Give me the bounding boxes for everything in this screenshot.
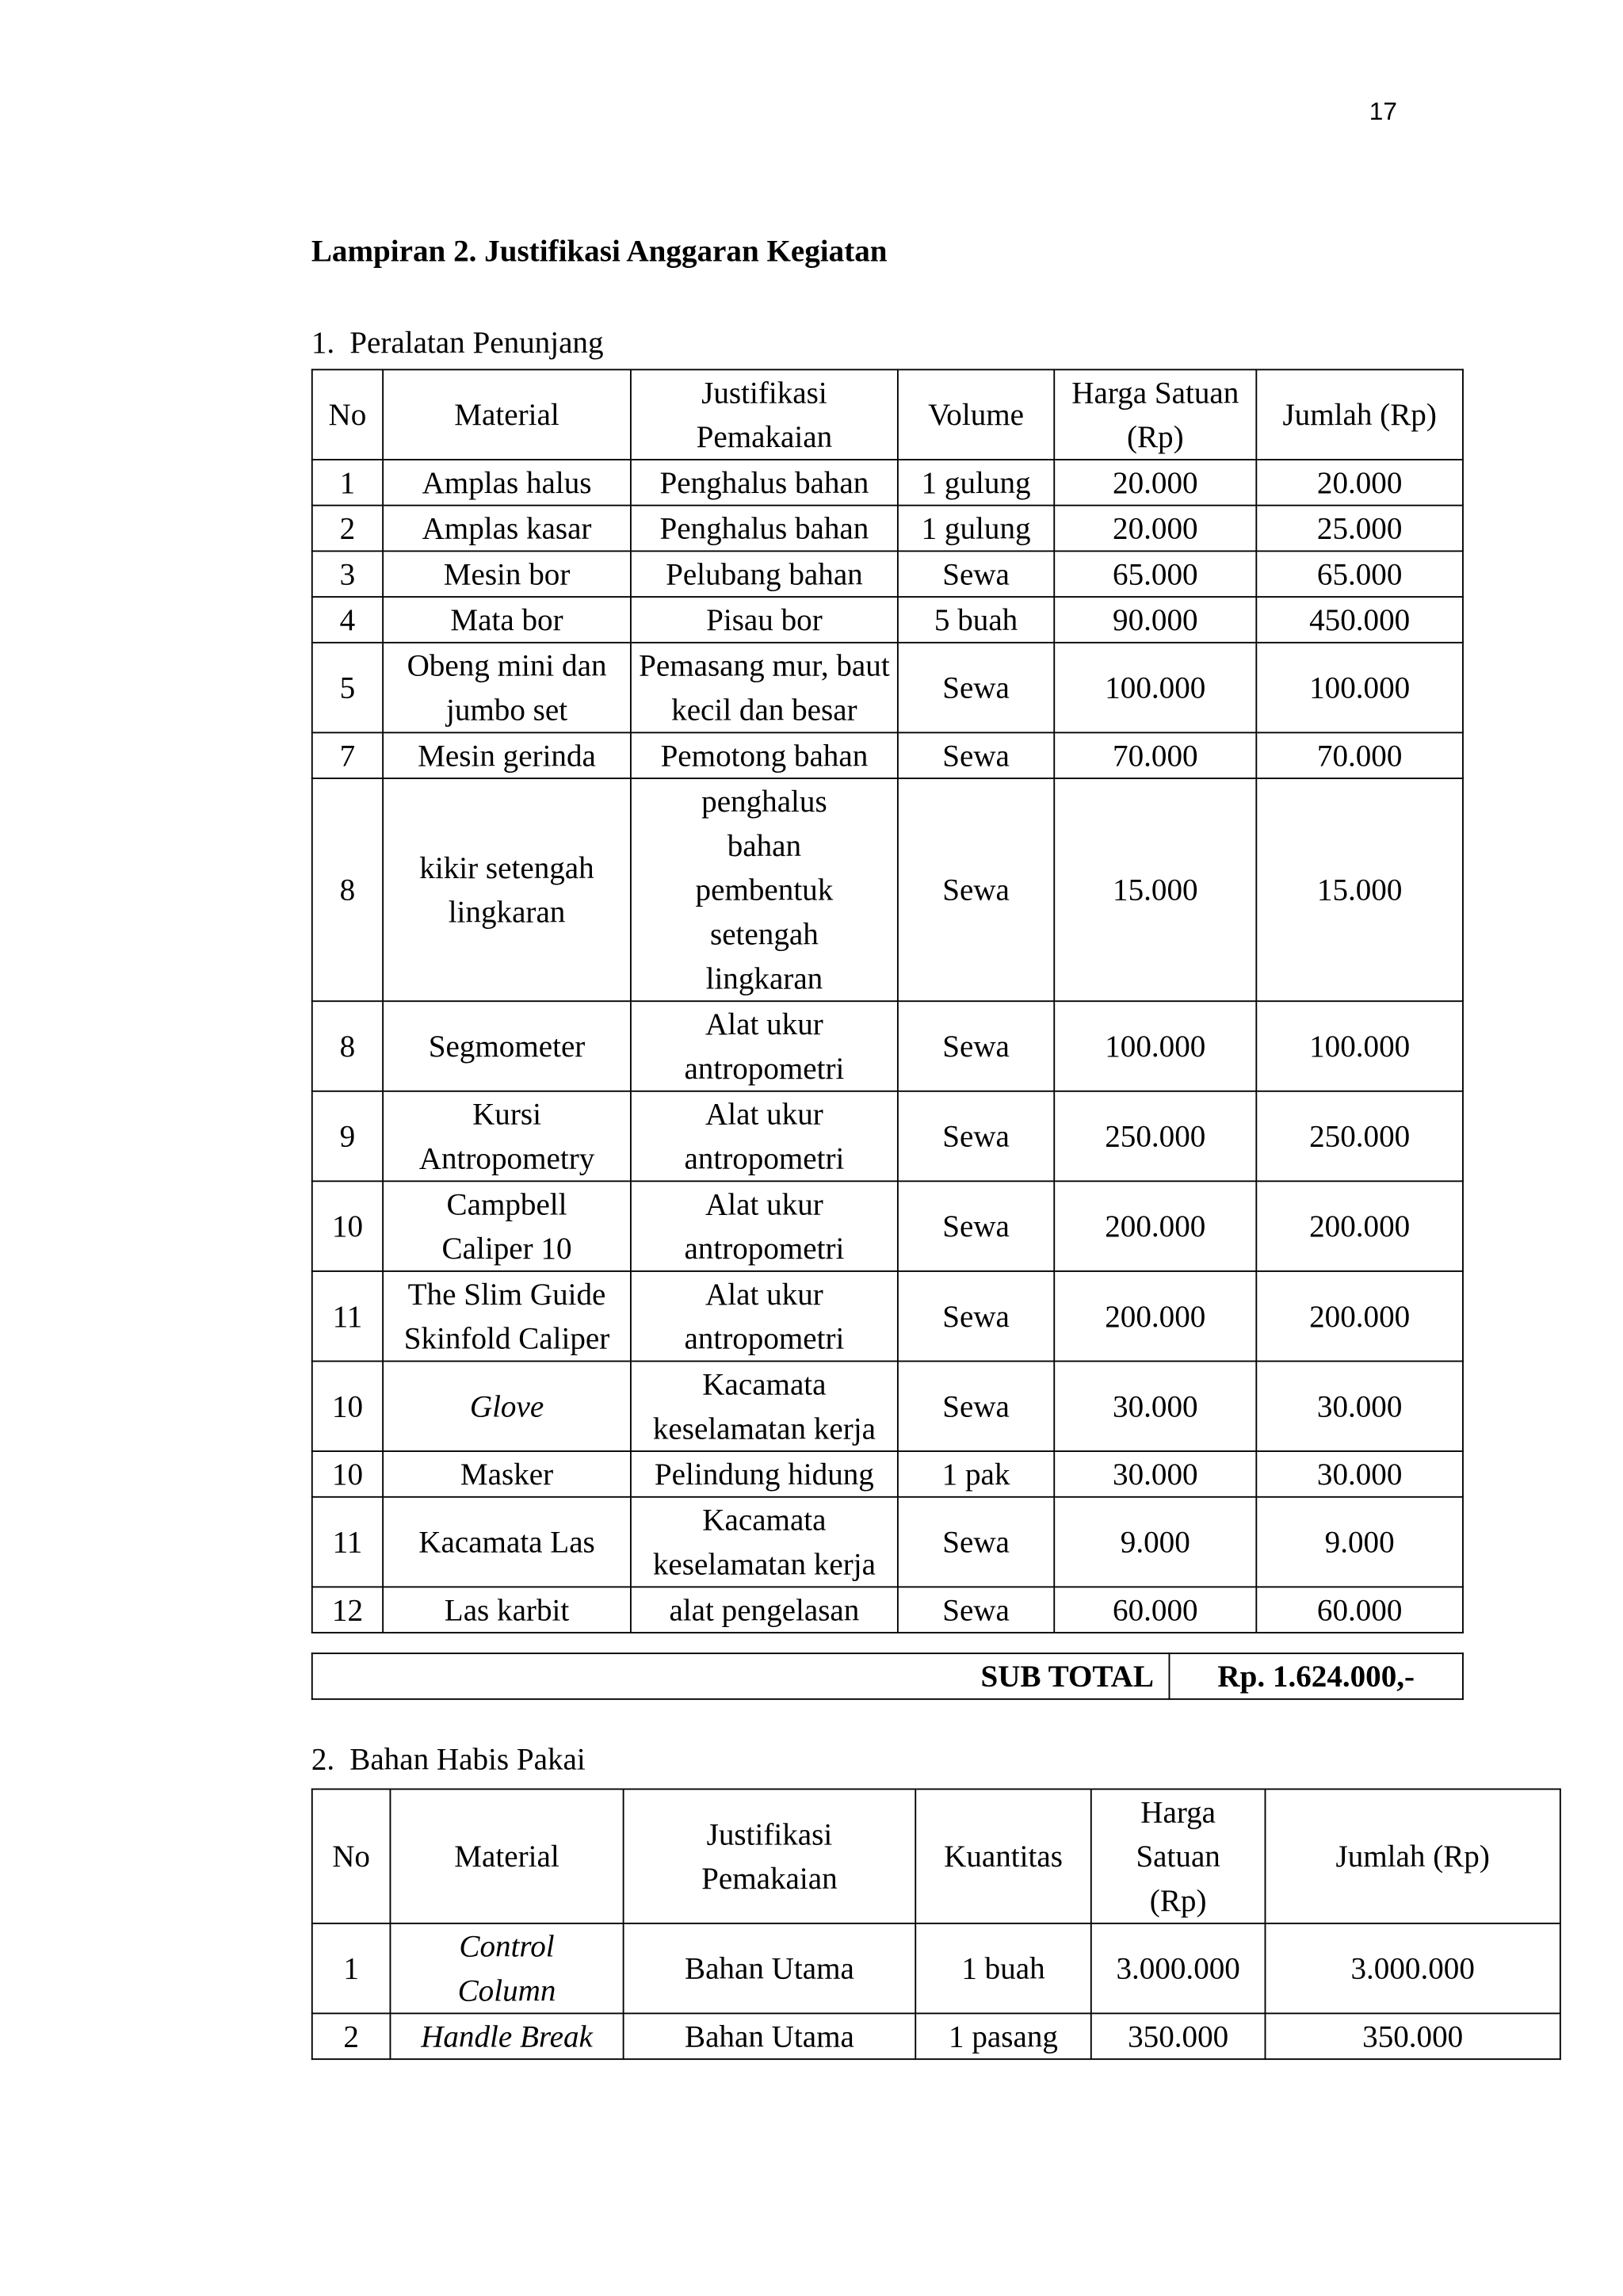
cell-harga: 3.000.000 <box>1091 1924 1266 2014</box>
section1-heading <box>311 325 604 362</box>
cell-volume: 1 pak <box>898 1451 1054 1497</box>
cell-justifikasi: Bahan Utama <box>624 2013 916 2059</box>
cell-material: Obeng mini dan jumbo set <box>383 643 631 733</box>
header-harga: Harga Satuan (Rp) <box>1054 369 1256 460</box>
cell-justifikasi: Kacamata keselamatan kerja <box>631 1362 898 1452</box>
cell-material: Handle Break <box>390 2013 623 2059</box>
cell-harga: 100.000 <box>1054 1001 1256 1091</box>
table-row <box>312 551 1463 597</box>
table-row <box>312 1587 1463 1633</box>
cell-volume: Sewa <box>898 1271 1054 1362</box>
document-title: Lampiran 2. Justifikasi Anggaran Kegiatan <box>311 233 888 269</box>
cell-harga: 60.000 <box>1054 1587 1256 1633</box>
header-justifikasi: Justifikasi Pemakaian <box>631 369 898 460</box>
subtotal-value: Rp. 1.624.000,- <box>1169 1653 1462 1699</box>
cell-volume: 5 buah <box>898 597 1054 643</box>
header-jumlah: Jumlah (Rp) <box>1256 369 1463 460</box>
header-material: Material <box>390 1789 623 1923</box>
cell-harga: 20.000 <box>1054 460 1256 506</box>
cell-kuantitas: 1 pasang <box>915 2013 1091 2059</box>
cell-volume: Sewa <box>898 1587 1054 1633</box>
cell-justifikasi: Pelubang bahan <box>631 551 898 597</box>
table-row <box>312 506 1463 552</box>
cell-justifikasi: Alat ukur antropometri <box>631 1181 898 1271</box>
cell-material: Kursi Antropometry <box>383 1091 631 1182</box>
cell-volume: Sewa <box>898 1181 1054 1271</box>
table-row <box>312 2013 1560 2059</box>
cell-jumlah: 60.000 <box>1256 1587 1463 1633</box>
cell-justifikasi: Alat ukur antropometri <box>631 1271 898 1362</box>
cell-no: 3 <box>312 551 383 597</box>
header-no: No <box>312 1789 391 1923</box>
cell-jumlah: 9.000 <box>1256 1497 1463 1587</box>
table-row <box>312 1181 1463 1271</box>
cell-jumlah: 3.000.000 <box>1265 1924 1560 2014</box>
cell-justifikasi: Pisau bor <box>631 597 898 643</box>
cell-jumlah: 100.000 <box>1256 643 1463 733</box>
cell-harga: 15.000 <box>1054 778 1256 1001</box>
cell-jumlah: 450.000 <box>1256 597 1463 643</box>
header-harga: Harga Satuan (Rp) <box>1091 1789 1266 1923</box>
cell-jumlah: 20.000 <box>1256 460 1463 506</box>
table-row <box>312 1001 1463 1091</box>
cell-justifikasi: Pemotong bahan <box>631 732 898 778</box>
cell-material: Amplas halus <box>383 460 631 506</box>
cell-volume: Sewa <box>898 643 1054 733</box>
cell-jumlah: 350.000 <box>1265 2013 1560 2059</box>
bahan-habis-pakai-table <box>311 1789 1561 2061</box>
cell-harga: 250.000 <box>1054 1091 1256 1182</box>
cell-jumlah: 250.000 <box>1256 1091 1463 1182</box>
cell-material: Mesin gerinda <box>383 732 631 778</box>
cell-jumlah: 65.000 <box>1256 551 1463 597</box>
cell-material: Mesin bor <box>383 551 631 597</box>
section2-heading <box>311 1741 586 1778</box>
cell-no: 10 <box>312 1362 383 1452</box>
cell-harga: 9.000 <box>1054 1497 1256 1587</box>
cell-material: Masker <box>383 1451 631 1497</box>
cell-no: 11 <box>312 1271 383 1362</box>
cell-volume: Sewa <box>898 551 1054 597</box>
cell-justifikasi: alat pengelasan <box>631 1587 898 1633</box>
cell-volume: 1 gulung <box>898 506 1054 552</box>
header-justifikasi: Justifikasi Pemakaian <box>624 1789 916 1923</box>
page-number: 17 <box>1369 97 1397 126</box>
cell-harga: 65.000 <box>1054 551 1256 597</box>
cell-harga: 30.000 <box>1054 1451 1256 1497</box>
cell-material: Segmometer <box>383 1001 631 1091</box>
cell-harga: 90.000 <box>1054 597 1256 643</box>
section2-number: 2. <box>311 1740 335 1777</box>
cell-no: 2 <box>312 506 383 552</box>
cell-no: 7 <box>312 732 383 778</box>
cell-no: 5 <box>312 643 383 733</box>
table-row <box>312 1924 1560 2014</box>
cell-jumlah: 30.000 <box>1256 1362 1463 1452</box>
subtotal-row <box>312 1653 1463 1699</box>
cell-jumlah: 200.000 <box>1256 1271 1463 1362</box>
cell-no: 1 <box>312 1924 391 2014</box>
table-row <box>312 643 1463 733</box>
cell-jumlah: 70.000 <box>1256 732 1463 778</box>
cell-material: Amplas kasar <box>383 506 631 552</box>
cell-harga: 70.000 <box>1054 732 1256 778</box>
section1-heading-text: Peralatan Penunjang <box>349 324 604 361</box>
cell-justifikasi: Penghalus bahan <box>631 506 898 552</box>
cell-material: Control Column <box>390 1924 623 2014</box>
table-header-row <box>312 1789 1560 1923</box>
cell-harga: 200.000 <box>1054 1271 1256 1362</box>
cell-volume: 1 gulung <box>898 460 1054 506</box>
cell-no: 8 <box>312 778 383 1001</box>
peralatan-table <box>311 369 1464 1633</box>
subtotal-table <box>311 1652 1464 1700</box>
header-jumlah: Jumlah (Rp) <box>1265 1789 1560 1923</box>
cell-harga: 100.000 <box>1054 643 1256 733</box>
cell-jumlah: 15.000 <box>1256 778 1463 1001</box>
cell-no: 4 <box>312 597 383 643</box>
cell-justifikasi: Pemasang mur, baut kecil dan besar <box>631 643 898 733</box>
header-material: Material <box>383 369 631 460</box>
cell-no: 9 <box>312 1091 383 1182</box>
cell-no: 1 <box>312 460 383 506</box>
cell-no: 11 <box>312 1497 383 1587</box>
table-row <box>312 1362 1463 1452</box>
section1-number: 1. <box>311 324 335 361</box>
cell-kuantitas: 1 buah <box>915 1924 1091 2014</box>
cell-no: 10 <box>312 1451 383 1497</box>
cell-justifikasi: Bahan Utama <box>624 1924 916 2014</box>
cell-justifikasi: Penghalus bahan <box>631 460 898 506</box>
cell-jumlah: 30.000 <box>1256 1451 1463 1497</box>
table-row <box>312 1271 1463 1362</box>
cell-volume: Sewa <box>898 1362 1054 1452</box>
cell-volume: Sewa <box>898 1091 1054 1182</box>
cell-harga: 200.000 <box>1054 1181 1256 1271</box>
cell-justifikasi: Kacamata keselamatan kerja <box>631 1497 898 1587</box>
header-volume: Volume <box>898 369 1054 460</box>
cell-justifikasi: penghalus bahan pembentuk setengah lingkaran <box>631 778 898 1001</box>
cell-justifikasi: Pelindung hidung <box>631 1451 898 1497</box>
cell-jumlah: 25.000 <box>1256 506 1463 552</box>
cell-no: 8 <box>312 1001 383 1091</box>
cell-material: Mata bor <box>383 597 631 643</box>
cell-harga: 350.000 <box>1091 2013 1266 2059</box>
cell-justifikasi: Alat ukur antropometri <box>631 1091 898 1182</box>
cell-no: 10 <box>312 1181 383 1271</box>
header-no: No <box>312 369 383 460</box>
cell-material: Kacamata Las <box>383 1497 631 1587</box>
cell-jumlah: 200.000 <box>1256 1181 1463 1271</box>
table-row <box>312 1497 1463 1587</box>
table-row <box>312 1091 1463 1182</box>
cell-material: Campbell Caliper 10 <box>383 1181 631 1271</box>
cell-volume: Sewa <box>898 732 1054 778</box>
header-kuantitas: Kuantitas <box>915 1789 1091 1923</box>
cell-volume: Sewa <box>898 1001 1054 1091</box>
section2-heading-text: Bahan Habis Pakai <box>349 1740 586 1777</box>
table-row <box>312 778 1463 1001</box>
cell-no: 12 <box>312 1587 383 1633</box>
cell-volume: Sewa <box>898 778 1054 1001</box>
cell-material: Las karbit <box>383 1587 631 1633</box>
table-row <box>312 1451 1463 1497</box>
cell-jumlah: 100.000 <box>1256 1001 1463 1091</box>
table-row <box>312 597 1463 643</box>
table-row <box>312 460 1463 506</box>
cell-material: Glove <box>383 1362 631 1452</box>
table-header-row <box>312 369 1463 460</box>
cell-justifikasi: Alat ukur antropometri <box>631 1001 898 1091</box>
cell-material: The Slim Guide Skinfold Caliper <box>383 1271 631 1362</box>
cell-volume: Sewa <box>898 1497 1054 1587</box>
cell-harga: 30.000 <box>1054 1362 1256 1452</box>
cell-material: kikir setengah lingkaran <box>383 778 631 1001</box>
subtotal-label: SUB TOTAL <box>312 1653 1170 1699</box>
cell-harga: 20.000 <box>1054 506 1256 552</box>
cell-no: 2 <box>312 2013 391 2059</box>
table-row <box>312 732 1463 778</box>
